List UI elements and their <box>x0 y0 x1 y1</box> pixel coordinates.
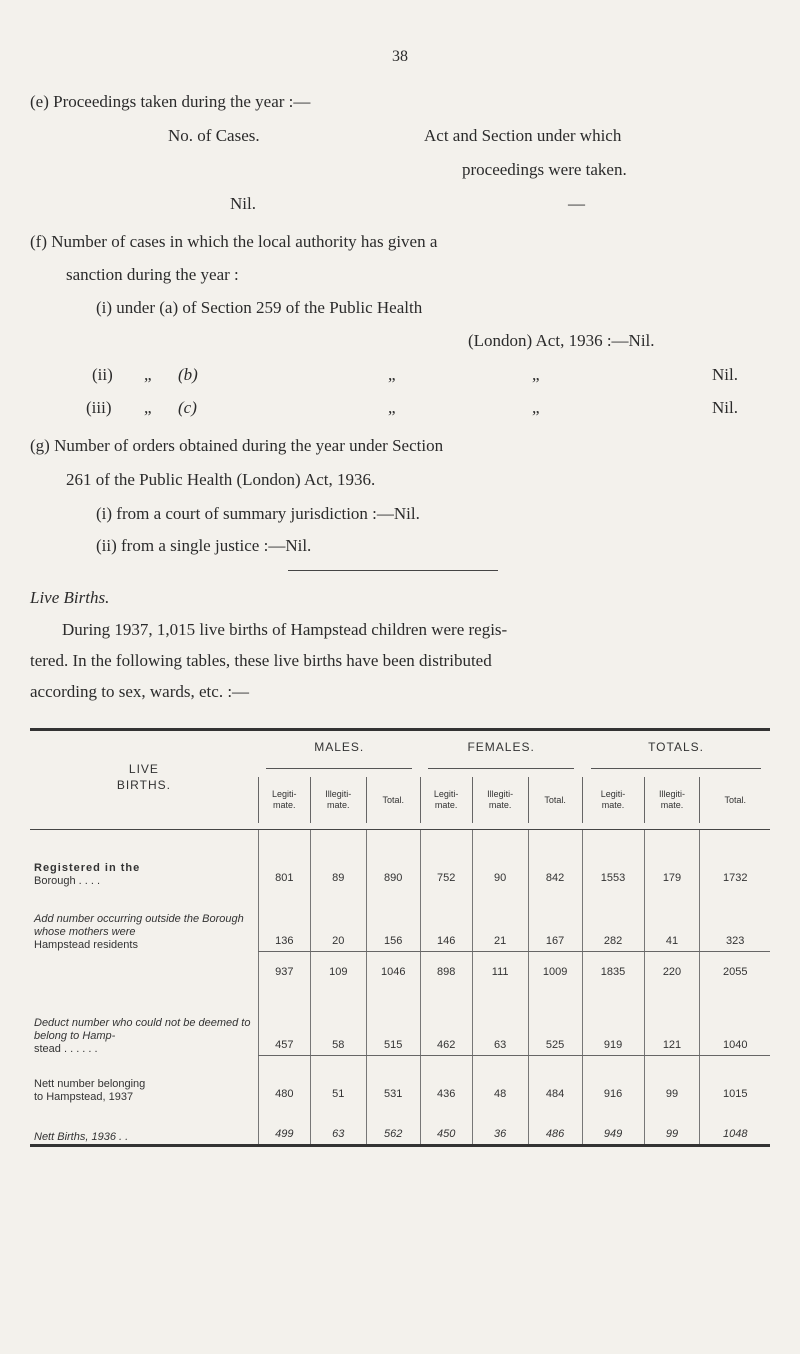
table-cell: 949 <box>582 1104 644 1144</box>
group-header-totals: TOTALS. <box>582 731 770 777</box>
table-cell: 937 <box>258 952 310 982</box>
table-cell: 146 <box>420 888 472 952</box>
table-cell: 898 <box>420 952 472 982</box>
table-row <box>30 952 770 982</box>
live-births-para-3: according to sex, wards, etc. :— <box>30 682 250 701</box>
table-row: Deduct number who could not be deemed to belong to Hamp- stead . . . . . . 457 58 515 462 63 525 919 121 1040 <box>30 982 770 1056</box>
table-cell: 457 <box>258 982 310 1056</box>
section-e-heading: (e) Proceedings taken during the year :— <box>30 92 311 111</box>
table-cell: 1732 <box>700 830 770 888</box>
live-births-table <box>30 728 770 1147</box>
table-cell: 220 <box>644 952 700 982</box>
table-cell: 121 <box>644 982 700 1056</box>
table-row: Registered in the Borough . . . . 801 89 890 752 90 842 1553 179 1732 <box>30 830 770 888</box>
section-f-line-1: (f) Number of cases in which the local authority has given a <box>30 232 438 251</box>
table-cell: 136 <box>258 888 310 952</box>
table-cell: 1048 <box>700 1104 770 1144</box>
section-f-iii-ditto: „ <box>144 398 152 417</box>
section-f-i-2: (London) Act, 1936 :—Nil. <box>468 331 655 350</box>
table-cell: 499 <box>258 1104 310 1144</box>
table-cell: 2055 <box>700 952 770 982</box>
section-f-ii-ditto-3: „ <box>532 365 540 384</box>
table-cell: 36 <box>472 1104 528 1144</box>
table-row: Add number occurring outside the Borough whose mothers were Hampstead residents 136 20 156 146 21 167 282 41 323 <box>30 888 770 952</box>
table-cell: 58 <box>310 982 366 1056</box>
group-header-males: MALES. <box>258 731 420 777</box>
table-cell: 1835 <box>582 952 644 982</box>
section-e-col-act-2: proceedings were taken. <box>462 160 627 179</box>
table-cell: 21 <box>472 888 528 952</box>
table-row: Nett number belonging to Hampstead, 1937 480 51 531 436 48 484 916 99 1015 <box>30 1056 770 1104</box>
section-f-ii-value: Nil. <box>712 365 738 384</box>
table-cell: 1553 <box>582 830 644 888</box>
table-main-header: LIVE BIRTHS. <box>116 762 171 792</box>
section-f-iii-sub: (c) <box>178 398 197 417</box>
table-cell: 99 <box>644 1056 700 1104</box>
section-f-ii-ditto: „ <box>144 365 152 384</box>
section-divider <box>288 570 498 571</box>
section-g-i: (i) from a court of summary jurisdiction :—Nil. <box>96 504 420 523</box>
table-cell: 156 <box>366 888 420 952</box>
subheader-cell: Illegiti- mate. <box>644 777 700 823</box>
table-bottom-rule <box>30 1144 770 1147</box>
table-row: Nett Births, 1936 . . 499 63 562 450 36 486 949 99 1048 <box>30 1104 770 1144</box>
section-f-iii-value: Nil. <box>712 398 738 417</box>
table-cell: 515 <box>366 982 420 1056</box>
table-cell: 531 <box>366 1056 420 1104</box>
subheader-cell: Illegiti- mate. <box>472 777 528 823</box>
table-cell: 99 <box>644 1104 700 1144</box>
table-cell: 41 <box>644 888 700 952</box>
table-cell: 484 <box>528 1056 582 1104</box>
table-cell: 111 <box>472 952 528 982</box>
table-cell: 801 <box>258 830 310 888</box>
table-cell: 525 <box>528 982 582 1056</box>
table-cell: 450 <box>420 1104 472 1144</box>
section-f-ii-ditto-2: „ <box>388 365 396 384</box>
subheader-cell: Total. <box>528 777 582 823</box>
subheader-cell: Illegiti- mate. <box>310 777 366 823</box>
table-cell: 51 <box>310 1056 366 1104</box>
table-cell: 480 <box>258 1056 310 1104</box>
table-cell: 167 <box>528 888 582 952</box>
table-cell: 562 <box>366 1104 420 1144</box>
table-cell: 890 <box>366 830 420 888</box>
subheader-cell: Total. <box>366 777 420 823</box>
section-f-ii-label: (ii) <box>92 365 113 384</box>
table-cell: 109 <box>310 952 366 982</box>
section-e-cases-value: Nil. <box>230 194 256 213</box>
table-cell: 1040 <box>700 982 770 1056</box>
page-number: 38 <box>392 48 408 65</box>
table-cell: 20 <box>310 888 366 952</box>
subheader-cell: Total. <box>700 777 770 823</box>
subheader-cell: Legiti- mate. <box>582 777 644 823</box>
table-cell: 90 <box>472 830 528 888</box>
table-cell: 63 <box>310 1104 366 1144</box>
table-cell: 486 <box>528 1104 582 1144</box>
section-f-i-1: (i) under (a) of Section 259 of the Public Health <box>96 298 423 317</box>
table-cell: 916 <box>582 1056 644 1104</box>
section-g-line-2: 261 of the Public Health (London) Act, 1936. <box>66 470 376 489</box>
table-cell: 48 <box>472 1056 528 1104</box>
subheader-cell: Legiti- mate. <box>258 777 310 823</box>
table-cell: 179 <box>644 830 700 888</box>
section-e-col-cases: No. of Cases. <box>168 126 260 145</box>
live-births-para-2: tered. In the following tables, these live births have been distributed <box>30 651 492 670</box>
table-cell: 63 <box>472 982 528 1056</box>
table-cell: 1009 <box>528 952 582 982</box>
table-cell: 1046 <box>366 952 420 982</box>
section-f-line-2: sanction during the year : <box>66 265 239 284</box>
section-g-line-1: (g) Number of orders obtained during the year under Section <box>30 436 444 455</box>
section-f-iii-label: (iii) <box>86 398 112 417</box>
section-f-iii-ditto-2: „ <box>388 398 396 417</box>
live-births-heading: Live Births. <box>30 588 110 607</box>
table-cell: 842 <box>528 830 582 888</box>
table-cell: 752 <box>420 830 472 888</box>
table-cell: 1015 <box>700 1056 770 1104</box>
table-cell: 919 <box>582 982 644 1056</box>
section-f-ii-sub: (b) <box>178 365 198 384</box>
group-header-females: FEMALES. <box>420 731 582 777</box>
section-g-ii: (ii) from a single justice :—Nil. <box>96 536 312 555</box>
table-cell: 282 <box>582 888 644 952</box>
table-cell: 89 <box>310 830 366 888</box>
table-cell: 462 <box>420 982 472 1056</box>
subheader-cell: Legiti- mate. <box>420 777 472 823</box>
table-cell: 323 <box>700 888 770 952</box>
section-f-iii-ditto-3: „ <box>532 398 540 417</box>
live-births-para-1: During 1937, 1,015 live births of Hampstead children were regis- <box>62 620 508 639</box>
table-cell: 436 <box>420 1056 472 1104</box>
section-e-col-act-1: Act and Section under which <box>424 126 622 145</box>
section-e-act-value: — <box>568 194 585 213</box>
